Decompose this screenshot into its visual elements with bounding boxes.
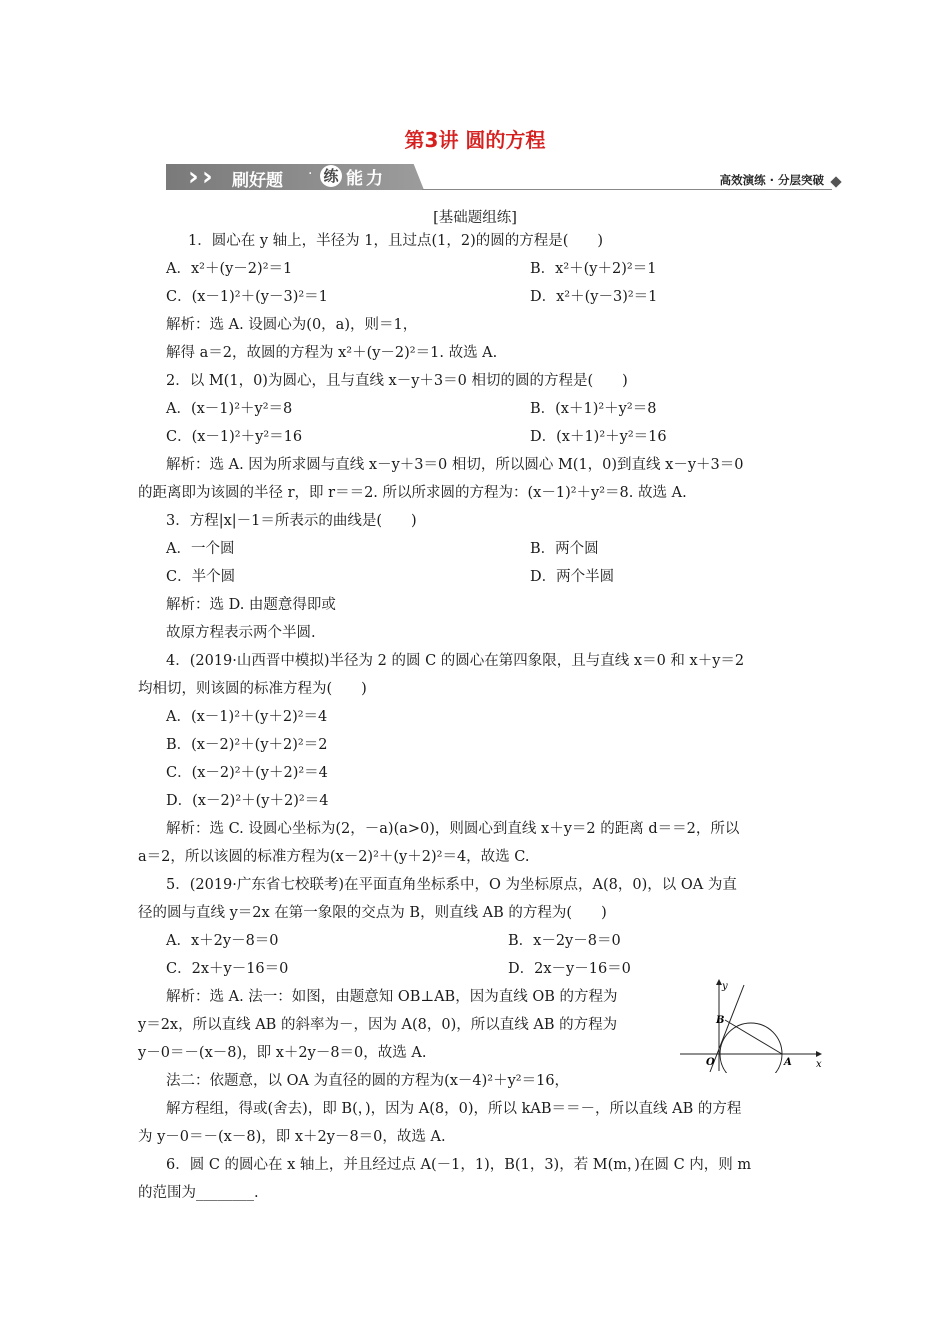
text-line: A．(x－1)²＋(y＋2)²＝4 [166,709,328,725]
x-axis-label: x [816,1059,822,1070]
point-b-label: B [716,1015,725,1026]
text-line: C．半个圆 [166,569,236,585]
text-line: a＝2，所以该圆的标准方程为(x－2)²＋(y＋2)²＝4，故选 C. [138,849,530,865]
text-line: A．x＋2y－8＝0 [166,933,279,949]
diamond-icon [830,176,841,187]
banner-right-label: 高效演练 · 分层突破 [719,173,824,187]
text-line: C．2x＋y－16＝0 [166,961,289,977]
chevron-right-icon: › [202,162,213,192]
banner-label: 刷好题 [232,171,283,191]
section-banner [166,161,842,195]
chevron-right-icon: › [188,162,199,192]
origin-label: O [706,1057,715,1068]
banner-char: 力 [366,169,383,189]
banner-circle-char: 练 [320,165,342,187]
banner-separator: · [308,166,313,182]
text-line: 1．圆心在 y 轴上，半径为 1，且过点(1，2)的圆的方程是( ) [188,233,604,249]
text-line: 解得 a＝2，故圆的方程为 x²＋(y－2)²＝1. 故选 A. [166,345,498,361]
text-line: 解方程组，得或(舍去)，即 B(，)，因为 A(8，0)，所以 kAB＝＝－，所以直线 AB 的方程 [166,1101,742,1117]
text-line: C．(x－1)²＋(y－3)²＝1 [166,289,328,305]
text-line: 3．方程|x|－1＝所表示的曲线是( ) [166,513,417,529]
text-line: D．(x＋1)²＋y²＝16 [530,429,667,445]
text-line: B．x－2y－8＝0 [508,933,621,949]
text-line: B．(x＋1)²＋y²＝8 [530,401,657,417]
text-line: D．(x－2)²＋(y＋2)²＝4 [166,793,329,809]
text-line: 故原方程表示两个半圆. [166,625,316,641]
text-line: 解析：选 A. 设圆心为(0，a)，则＝1， [166,317,418,333]
text-line: B．x²＋(y＋2)²＝1 [530,261,657,277]
geometry-figure [676,975,826,1073]
text-line: A．一个圆 [166,541,235,557]
text-line: D．两个半圆 [530,569,615,585]
text-line: A．x²＋(y－2)²＝1 [166,261,293,277]
text-line: 的范围为________. [138,1185,259,1201]
text-line: B．(x－2)²＋(y＋2)²＝2 [166,737,328,753]
text-line: B．两个圆 [530,541,599,557]
page-title: 第3讲 圆的方程 [404,128,546,152]
text-line: 5．(2019·广东省七校联考)在平面直角坐标系中，O 为坐标原点，A(8，0)，以 OA 为直 [166,877,737,893]
text-line: 6．圆 C 的圆心在 x 轴上，并且经过点 A(－1，1)，B(1，3)，若 M(m，)在圆 C 内，则 m [166,1157,752,1173]
text-line: C．(x－1)²＋y²＝16 [166,429,303,445]
text-line: y－0＝－(x－8)，即 x＋2y－8＝0，故选 A. [138,1045,427,1061]
text-line: D．2x－y－16＝0 [508,961,631,977]
text-line: 解析：选 D. 由题意得即或 [166,597,336,613]
banner-rule [422,189,832,190]
text-line: 解析：选 A. 因为所求圆与直线 x－y＋3＝0 相切，所以圆心 M(1，0)到直线 x－y＋3＝0 [166,457,744,473]
text-line: 均相切，则该圆的标准方程为( ) [138,681,367,697]
text-line: A．(x－1)²＋y²＝8 [166,401,293,417]
text-line: y＝2x，所以直线 AB 的斜率为－，因为 A(8，0)，所以直线 AB 的方程为 [138,1017,618,1033]
point-a-label: A [784,1057,792,1068]
text-line: D．x²＋(y－3)²＝1 [530,289,658,305]
text-line: 4．(2019·山西晋中模拟)半径为 2 的圆 C 的圆心在第四象限，且与直线 x＝0 和 x＋y＝2 [166,653,745,669]
text-line: 解析：选 A. 法一：如图，由题意知 OB⊥AB，因为直线 OB 的方程为 [166,989,618,1005]
text-line: 径的圆与直线 y＝2x 在第一象限的交点为 B，则直线 AB 的方程为( ) [138,905,607,921]
text-line: C．(x－2)²＋(y＋2)²＝4 [166,765,328,781]
section-heading: [基础题组练] [433,210,517,226]
text-line: 法二：依题意，以 OA 为直径的圆的方程为(x－4)²＋y²＝16， [166,1073,570,1089]
text-line: 解析：选 C. 设圆心坐标为(2，－a)(a>0)，则圆心到直线 x＋y＝2 的距离 d＝＝2，所以 [166,821,740,837]
text-line: 为 y－0＝－(x－8)，即 x＋2y－8＝0，故选 A. [138,1129,446,1145]
text-line: 2．以 M(1，0)为圆心，且与直线 x－y＋3＝0 相切的圆的方程是( ) [166,373,628,389]
y-axis-label: y [722,981,728,992]
banner-char: 能 [346,169,363,189]
text-line: 的距离即为该圆的半径 r，即 r＝＝2. 所以所求圆的方程为：(x－1)²＋y²＝8. 故选 A. [138,485,687,501]
